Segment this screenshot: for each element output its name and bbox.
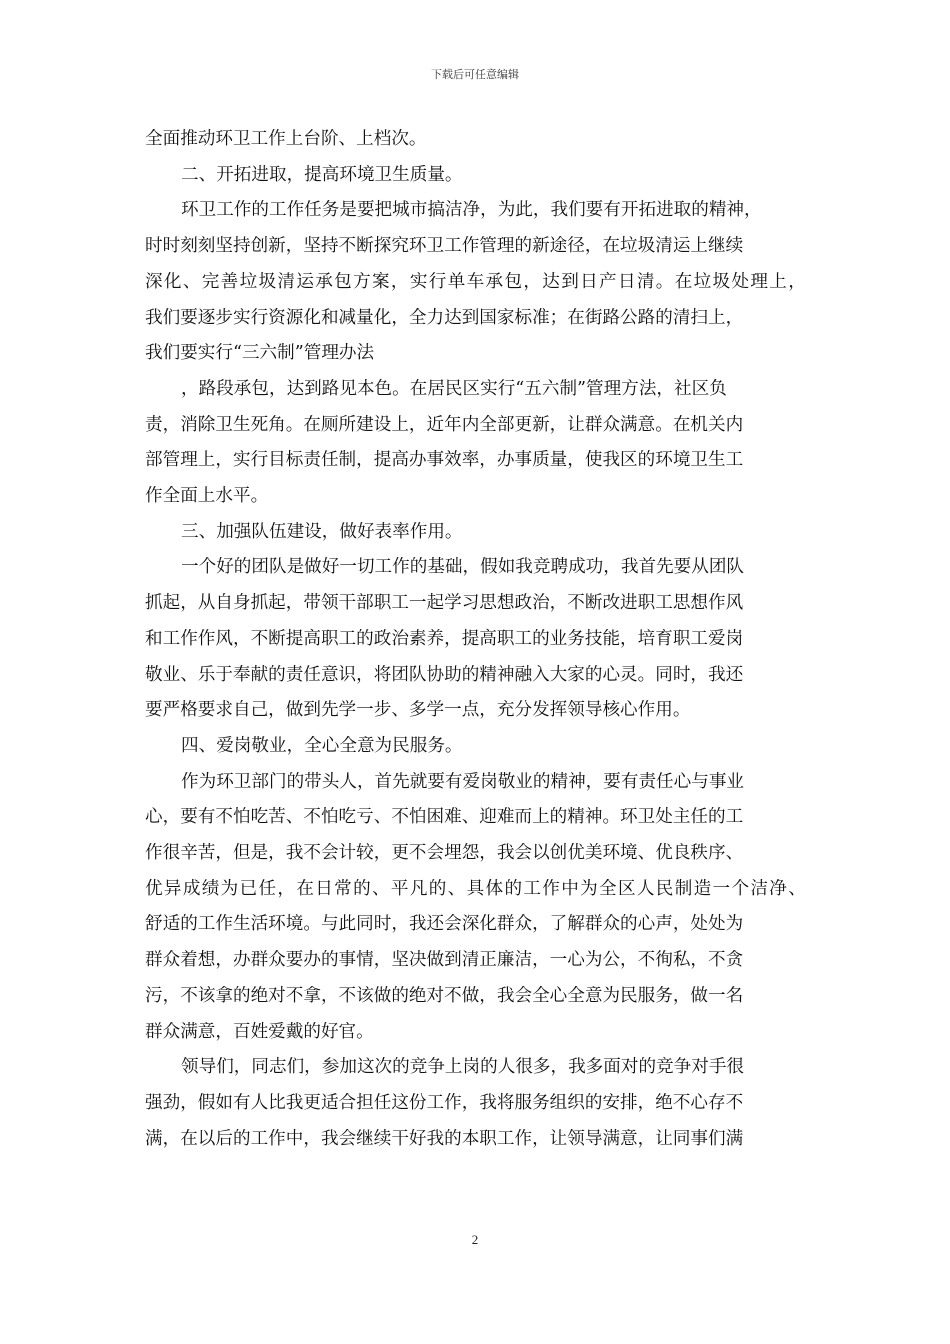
- text-line: 污，不该拿的绝对不拿，不该做的绝对不做，我会全心全意为民服务，做一名: [145, 985, 744, 1006]
- text-line: 深化、完善垃圾清运承包方案，实行单车承包，达到日产日清。在垃圾处理上，: [145, 271, 808, 292]
- text-line: 满，在以后的工作中，我会继续干好我的本职工作，让领导满意，让同事们满: [145, 1128, 744, 1149]
- text-line: 我们要实行“三六制”管理办法: [145, 343, 375, 364]
- text-line: 环卫工作的工作任务是要把城市搞洁净，为此，我们要有开拓进取的精神，: [181, 200, 762, 221]
- text-line: 敬业、乐于奉献的责任意识，将团队协助的精神融入大家的心灵。同时，我还: [145, 664, 744, 685]
- text-line: 抓起，从自身抓起，带领干部职工一起学习思想政治，不断改进职工思想作风: [145, 593, 744, 614]
- text-line: 舒适的工作生活环境。与此同时，我还会深化群众，了解群众的心声，处处为: [145, 914, 744, 935]
- text-line: 心，要有不怕吃苦、不怕吃亏、不怕困难、迎难而上的精神。环卫处主任的工: [145, 807, 744, 828]
- text-line: 我们要逐步实行资源化和减量化，全力达到国家标准；在街路公路的清扫上，: [145, 307, 744, 328]
- text-line: 优异成绩为已任，在日常的、平凡的、具体的工作中为全区人民制造一个洁净、: [145, 878, 808, 899]
- text-line: 强劲，假如有人比我更适合担任这份工作，我将服务组织的安排，绝不心存不: [145, 1092, 744, 1113]
- text-line: 责，消除卫生死角。在厕所建设上，近年内全部更新，让群众满意。在机关内: [145, 414, 744, 435]
- text-line: 一个好的团队是做好一切工作的基础，假如我竞聘成功，我首先要从团队: [181, 557, 745, 578]
- text-line: 和工作作风，不断提高职工的政治素养，提高职工的业务技能，培育职工爱岗: [145, 628, 744, 649]
- text-line: 群众满意，百姓爱戴的好官。: [145, 1021, 374, 1042]
- text-line: 二、开拓进取，提高环境卫生质量。: [181, 164, 463, 185]
- page-header: 下载后可任意编辑: [431, 68, 519, 81]
- text-line: 四、爱岗敬业，全心全意为民服务。: [181, 735, 463, 756]
- text-line: 全面推动环卫工作上台阶、上档次。: [145, 129, 427, 149]
- page-number: 2: [471, 1232, 479, 1247]
- text-line: 作全面上水平。: [145, 486, 269, 506]
- text-line: ，路段承包，达到路见本色。在居民区实行“五六制”管理方法，社区负: [181, 378, 727, 399]
- text-line: 领导们，同志们，参加这次的竞争上岗的人很多，我多面对的竞争对手很: [181, 1057, 745, 1078]
- text-line: 三、加强队伍建设，做好表率作用。: [181, 521, 463, 542]
- text-line: 作很辛苦，但是，我不会计较，更不会埋怨，我会以创优美环境、优良秩序、: [145, 843, 744, 863]
- text-line: 群众着想，办群众要办的事情，坚决做到清正廉洁，一心为公，不徇私，不贪: [145, 950, 744, 971]
- text-line: 作为环卫部门的带头人，首先就要有爱岗敬业的精神，要有责任心与事业: [181, 771, 745, 792]
- text-line: 时时刻刻坚持创新，坚持不断探究环卫工作管理的新途径，在垃圾清运上继续: [145, 236, 744, 257]
- text-line: 部管理上，实行目标责任制，提高办事效率，办事质量，使我区的环境卫生工: [145, 450, 744, 471]
- text-line: 要严格要求自己，做到先学一步、多学一点，充分发挥领导核心作用。: [145, 700, 691, 721]
